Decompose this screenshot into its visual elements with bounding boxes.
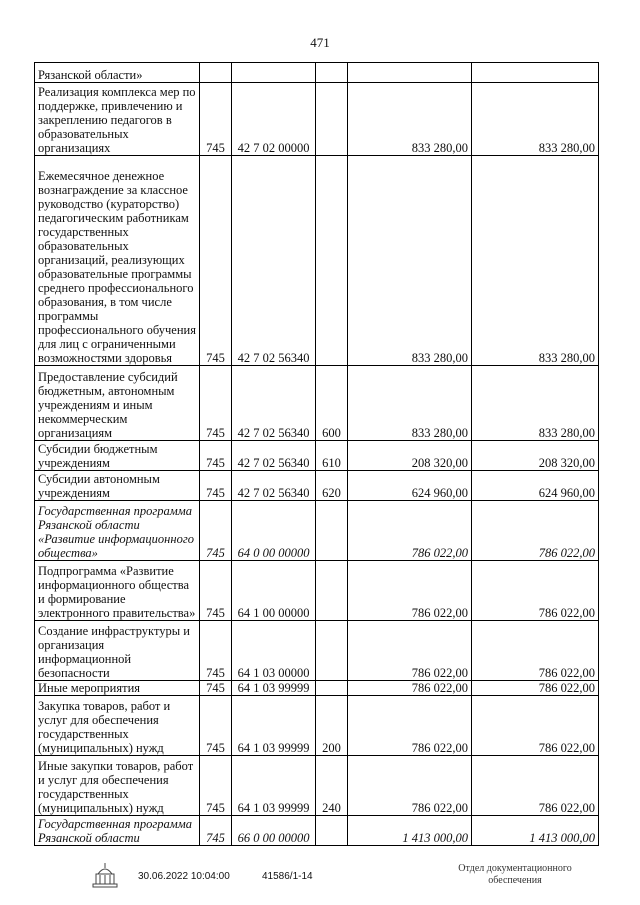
duma-building-icon xyxy=(90,860,120,890)
row-sum-2023-cell: 624 960,00 xyxy=(472,471,599,501)
row-sum-2022-cell: 786 022,00 xyxy=(348,561,472,621)
row-sum-2023-cell: 786 022,00 xyxy=(472,501,599,561)
table-row xyxy=(35,501,599,561)
row-csr-cell: 64 1 03 99999 xyxy=(232,756,316,816)
row-vr-cell: 610 xyxy=(316,441,348,471)
row-sum-2023-cell: 786 022,00 xyxy=(472,681,599,696)
row-ved-cell: 745 xyxy=(200,621,232,681)
row-csr-cell: 64 1 03 99999 xyxy=(232,681,316,696)
row-ved-cell: 745 xyxy=(200,756,232,816)
row-name-cell: Субсидии бюджетным учреждениям xyxy=(35,441,200,471)
row-vr-cell xyxy=(316,156,348,366)
budget-table-body xyxy=(35,63,599,846)
row-ved-cell: 745 xyxy=(200,366,232,441)
row-sum-2022-cell: 1 413 000,00 xyxy=(348,816,472,846)
table-row xyxy=(35,756,599,816)
row-sum-2022-cell: 786 022,00 xyxy=(348,501,472,561)
row-ved-cell: 745 xyxy=(200,501,232,561)
row-vr-cell xyxy=(316,681,348,696)
row-vr-cell xyxy=(316,83,348,156)
row-ved-cell: 745 xyxy=(200,561,232,621)
row-csr-cell xyxy=(232,63,316,83)
row-vr-cell: 240 xyxy=(316,756,348,816)
row-csr-cell: 64 1 03 00000 xyxy=(232,621,316,681)
row-name-cell: Рязанской области» xyxy=(35,63,200,83)
row-csr-cell: 42 7 02 00000 xyxy=(232,83,316,156)
row-sum-2023-cell: 786 022,00 xyxy=(472,621,599,681)
row-csr-cell: 66 0 00 00000 xyxy=(232,816,316,846)
row-ved-cell: 745 xyxy=(200,816,232,846)
department-stamp-line2: обеспечения xyxy=(488,875,542,886)
row-vr-cell xyxy=(316,816,348,846)
row-ved-cell xyxy=(200,63,232,83)
row-name-cell: Подпрограмма «Развитие информационного общества и формирование электронного правительства» xyxy=(35,561,200,621)
page-number: 471 xyxy=(310,35,330,50)
table-row xyxy=(35,366,599,441)
row-ved-cell: 745 xyxy=(200,471,232,501)
row-sum-2022-cell: 833 280,00 xyxy=(348,156,472,366)
table-row xyxy=(35,441,599,471)
row-sum-2023-cell: 208 320,00 xyxy=(472,441,599,471)
row-name-cell: Реализация комплекса мер по поддержке, привлечению и закреплению педагогов в образовательных организациях xyxy=(35,83,200,156)
row-sum-2022-cell: 208 320,00 xyxy=(348,441,472,471)
row-sum-2022-cell xyxy=(348,63,472,83)
table-row xyxy=(35,63,599,83)
table-row xyxy=(35,83,599,156)
budget-table xyxy=(34,62,599,846)
footer-datetime: 30.06.2022 10:04:00 xyxy=(138,871,230,882)
row-vr-cell xyxy=(316,63,348,83)
row-name-cell: Закупка товаров, работ и услуг для обеспечения государственных (муниципальных) нужд xyxy=(35,696,200,756)
row-csr-cell: 64 0 00 00000 xyxy=(232,501,316,561)
row-vr-cell: 200 xyxy=(316,696,348,756)
table-row xyxy=(35,696,599,756)
row-ved-cell: 745 xyxy=(200,83,232,156)
row-sum-2022-cell: 786 022,00 xyxy=(348,621,472,681)
row-csr-cell: 42 7 02 56340 xyxy=(232,156,316,366)
row-vr-cell xyxy=(316,621,348,681)
row-sum-2023-cell: 833 280,00 xyxy=(472,83,599,156)
row-vr-cell: 620 xyxy=(316,471,348,501)
row-sum-2022-cell: 833 280,00 xyxy=(348,83,472,156)
row-csr-cell: 42 7 02 56340 xyxy=(232,471,316,501)
row-sum-2022-cell: 786 022,00 xyxy=(348,681,472,696)
row-name-cell: Государственная программа Рязанской области «Развитие информационного общества» xyxy=(35,501,200,561)
table-row xyxy=(35,156,599,366)
department-stamp xyxy=(440,863,590,887)
row-sum-2023-cell: 1 413 000,00 xyxy=(472,816,599,846)
row-vr-cell xyxy=(316,501,348,561)
row-sum-2023-cell: 833 280,00 xyxy=(472,366,599,441)
row-sum-2023-cell: 786 022,00 xyxy=(472,561,599,621)
row-sum-2022-cell: 833 280,00 xyxy=(348,366,472,441)
department-stamp-line1: Отдел документационного xyxy=(458,863,572,874)
table-row xyxy=(35,681,599,696)
row-sum-2023-cell: 786 022,00 xyxy=(472,696,599,756)
row-name-cell: Ежемесячное денежное вознаграждение за классное руководство (кураторство) педагогическим работникам государственных образовательных организаций, реализующих образовательные программы среднего профессионального образования, в том числе программы профессионального обучения для лиц с ограниченными возможностями здоровья xyxy=(35,156,200,366)
row-sum-2023-cell xyxy=(472,63,599,83)
row-name-cell: Предоставление субсидий бюджетным, автономным учреждениям и иным некоммерческим организациям xyxy=(35,366,200,441)
row-sum-2022-cell: 624 960,00 xyxy=(348,471,472,501)
row-name-cell: Иные закупки товаров, работ и услуг для обеспечения государственных (муниципальных) нужд xyxy=(35,756,200,816)
row-ved-cell: 745 xyxy=(200,156,232,366)
footer-doc-number: 41586/1-14 xyxy=(262,871,313,882)
table-row xyxy=(35,471,599,501)
table-row xyxy=(35,561,599,621)
row-sum-2022-cell: 786 022,00 xyxy=(348,696,472,756)
table-row xyxy=(35,621,599,681)
row-name-cell: Иные мероприятия xyxy=(35,681,200,696)
row-name-cell: Создание инфраструктуры и организация информационной безопасности xyxy=(35,621,200,681)
row-sum-2023-cell: 833 280,00 xyxy=(472,156,599,366)
page-footer xyxy=(0,860,640,905)
row-csr-cell: 64 1 00 00000 xyxy=(232,561,316,621)
row-csr-cell: 64 1 03 99999 xyxy=(232,696,316,756)
row-sum-2023-cell: 786 022,00 xyxy=(472,756,599,816)
row-name-cell: Государственная программа Рязанской области xyxy=(35,816,200,846)
table-row xyxy=(35,816,599,846)
row-vr-cell: 600 xyxy=(316,366,348,441)
row-csr-cell: 42 7 02 56340 xyxy=(232,366,316,441)
row-ved-cell: 745 xyxy=(200,441,232,471)
row-vr-cell xyxy=(316,561,348,621)
row-sum-2022-cell: 786 022,00 xyxy=(348,756,472,816)
row-name-cell: Субсидии автономным учреждениям xyxy=(35,471,200,501)
row-ved-cell: 745 xyxy=(200,681,232,696)
row-csr-cell: 42 7 02 56340 xyxy=(232,441,316,471)
row-ved-cell: 745 xyxy=(200,696,232,756)
